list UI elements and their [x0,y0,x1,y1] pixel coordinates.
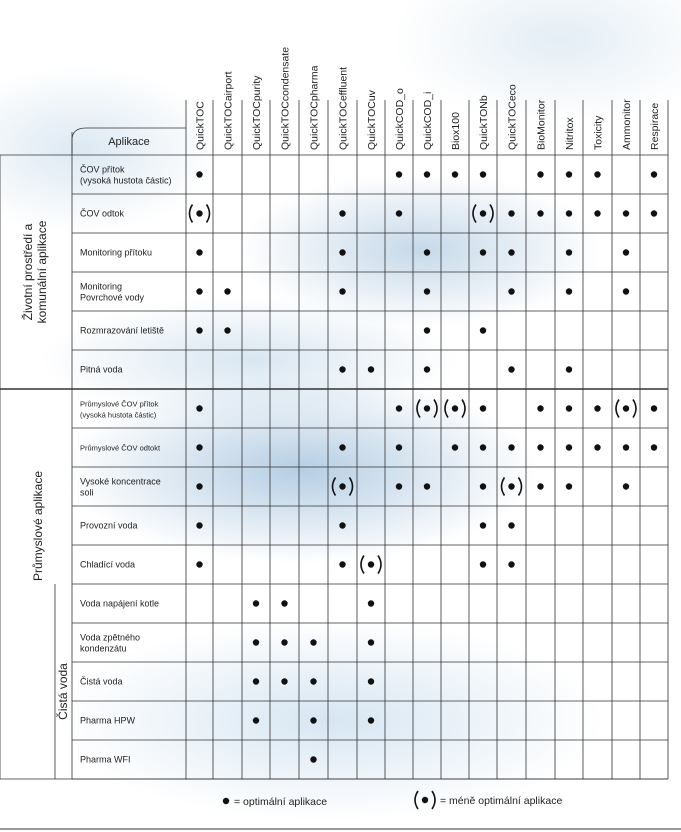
optimal-dot [368,600,374,606]
row-label-line2: (vysoká hustota částic) [80,175,172,186]
optimal-dot [537,171,543,177]
optimal-dot [480,483,486,489]
optimal-dot [566,405,572,411]
row-label: Voda napájení kotle [80,598,160,609]
optimal-dot [424,249,430,255]
column-header: QuickTOCeffluent [337,66,350,150]
column-header: QuickTOC [194,101,207,150]
optimal-dot [566,288,572,294]
optimal-dot [537,210,543,216]
optimal-dot [196,171,202,177]
optimal-dot [310,678,316,684]
column-header: QuickTOCpharma [308,65,321,150]
optimal-dot [424,288,430,294]
less-optimal-mark [190,205,210,223]
optimal-dot [594,444,600,450]
optimal-dot [253,678,259,684]
optimal-dot [196,561,202,567]
optimal-dot [339,522,345,528]
optimal-dot [480,522,486,528]
optimal-dot [651,405,657,411]
optimal-dot [339,366,345,372]
optimal-dot [396,444,402,450]
less-optimal-mark [445,400,465,418]
optimal-dot [196,522,202,528]
optimal-dot [594,405,600,411]
optimal-dot [310,756,316,762]
optimal-dot [396,405,402,411]
optimal-dot [508,288,514,294]
optimal-dot [566,366,572,372]
optimal-dot [339,444,345,450]
row-label: Rozmrazování letiště [80,325,165,336]
optimal-dot [196,405,202,411]
group-label: Čistá voda [56,663,70,720]
row-label: Pitná voda [80,364,123,375]
row-label: ČOV odtok [80,208,125,219]
column-header: QuickTOCeco [506,84,519,150]
column-header: QuickTOCpurity [251,75,263,150]
optimal-dot [651,444,657,450]
row-label: ČOV přítok [80,164,125,175]
column-header: Biox100 [450,112,462,150]
optimal-dot [339,561,345,567]
optimal-dot [424,483,430,489]
optimal-dot [196,288,202,294]
group-label-line2: komunální aplikace [35,220,49,324]
optimal-dot [508,444,514,450]
optimal-dot [310,639,316,645]
column-headers [72,47,661,155]
optimal-dot [396,483,402,489]
optimal-dot [566,483,572,489]
column-header: QuickCOD_i [422,91,434,150]
row-label-line2: kondenzátu [80,643,127,654]
optimal-dot [310,717,316,723]
optimal-dot [480,171,486,177]
optimal-dot [339,210,345,216]
optimal-dot [452,171,458,177]
optimal-dot [452,444,458,450]
row-label-line2: (vysoká hustota částic) [80,410,157,420]
column-header: QuickTOCcondensate [279,46,292,150]
row-label: Průmyslové ČOV přítok [80,399,159,409]
less-optimal-mark [473,205,493,223]
group-label: Životní prostředí a [21,223,35,321]
aplikace-header: Aplikace [108,136,150,148]
row-label: Průmyslové ČOV odtokt [80,443,161,453]
column-header: QuickTONb [478,95,490,150]
optimal-dot [508,249,514,255]
optimal-dot [253,600,259,606]
row-label: Monitoring [80,281,123,292]
column-header: Toxicity [592,115,605,150]
optimal-dot [424,171,430,177]
optimal-dot [224,327,230,333]
optimal-dot [508,366,514,372]
less-optimal-mark [502,478,522,496]
optimal-dot [281,639,287,645]
optimal-dot [368,639,374,645]
optimal-dot [253,717,259,723]
less-optimal-mark [616,400,636,418]
optimal-dot [480,327,486,333]
optimal-dot [281,600,287,606]
optimal-dot [566,210,572,216]
row-label: Chladící voda [80,559,136,570]
row-labels [20,165,172,765]
less-optimal-mark [361,556,381,574]
optimal-dot [508,210,514,216]
row-label-line2: Povrchové vody [80,292,145,303]
optimal-dot [480,405,486,411]
row-label: Pharma HPW [80,715,136,726]
optimal-dot [623,288,629,294]
column-header: Respirace [649,102,661,150]
optimal-dot [480,561,486,567]
group-label: Průmyslové aplikace [31,470,45,582]
optimal-dot [623,249,629,255]
optimal-dot [537,444,543,450]
optimal-dot [281,678,287,684]
optimal-dot [594,171,600,177]
optimal-dot [480,249,486,255]
column-header: QuickTOCairport [222,71,235,150]
column-header: Ammonitor [621,99,633,150]
less-optimal-mark [417,400,437,418]
optimal-dot [651,210,657,216]
row-label: Provozní voda [80,520,138,531]
row-label: Pharma WFI [80,754,131,765]
optimal-dot [537,483,543,489]
optimal-dot [368,717,374,723]
row-label: Monitoring přítoku [80,247,153,258]
optimal-dot [396,210,402,216]
optimal-dot [424,366,430,372]
row-label: Voda zpětného [80,632,141,643]
column-header: QuickCOD_o [394,88,406,150]
optimal-dot [651,171,657,177]
optimal-dot [196,327,202,333]
optimal-dot [339,288,345,294]
optimal-dot [537,405,543,411]
legend-less-optimal-text: = méně optimální aplikace [440,795,563,807]
row-label-line2: soli [80,487,94,498]
optimal-dot [224,288,230,294]
optimal-dot [368,366,374,372]
optimal-dot [508,561,514,567]
less-optimal-mark [333,478,353,496]
optimal-dot [396,171,402,177]
legend [0,791,681,829]
optimal-dot [508,522,514,528]
row-label: Čistá voda [80,676,123,687]
optimal-dot [566,171,572,177]
optimal-dot [368,678,374,684]
legend-optimal-dot [223,798,229,804]
optimal-dot [196,444,202,450]
optimal-dot [566,444,572,450]
optimal-dot [623,210,629,216]
legend-optimal-text: = optimální aplikace [234,796,328,808]
optimal-dot [480,444,486,450]
optimal-dot [339,249,345,255]
column-header: BioMonitor [535,99,548,150]
row-label: Vysoké koncentrace [80,476,161,487]
optimal-dot [424,327,430,333]
legend-less-optimal-mark [415,791,435,809]
optimal-dot [623,483,629,489]
optimal-dot [196,249,202,255]
optimal-dot [196,483,202,489]
column-header: Nitritox [564,117,576,150]
optimal-dot [594,210,600,216]
optimal-dot [623,444,629,450]
optimal-dot [253,639,259,645]
column-header: QuickTOCuv [366,90,378,150]
optimal-dot [566,249,572,255]
